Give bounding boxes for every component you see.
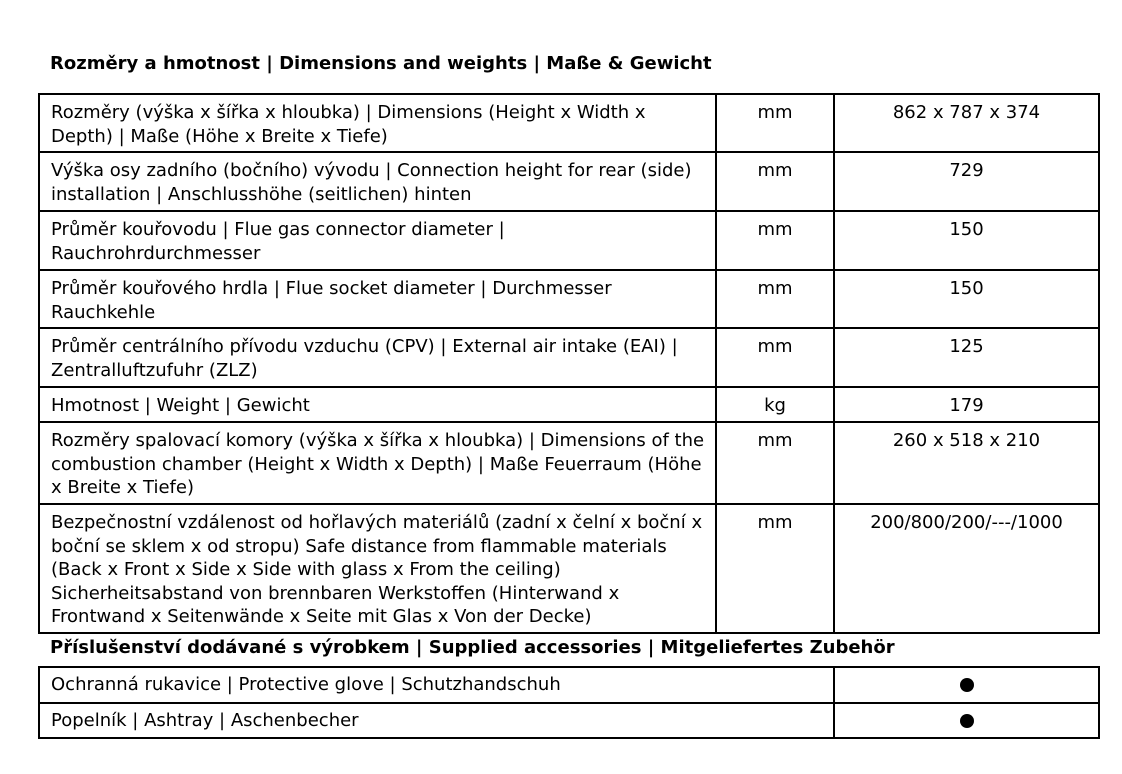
table-row [39,328,1099,387]
row-label: Bezpečnostní vzdálenost od hořlavých materiálů (zadní x čelní x boční x boční se sklem x od stropu) Safe distance from flammable materials (Back x Front x Side x Side with glass x From the ceiling) Sicherheitsabstand von brennbaren Werkstoffen (Hinterwand x Frontwand x Seitenwände x Seite mit Glas x Von der Decke) [39,504,716,633]
row-label: Výška osy zadního (bočního) vývodu | Connection height for rear (side) installation | Anschlusshöhe (seitlichen) hinten [39,152,716,211]
row-label: Průměr centrálního přívodu vzduchu (CPV) | External air intake (EAI) | Zentralluftzufuhr (ZLZ) [39,328,716,387]
row-label: Průměr kouřového hrdla | Flue socket diameter | Durchmesser Rauchkehle [39,270,716,328]
row-value: 260 x 518 x 210 [834,422,1099,504]
row-value: 200/800/200/---/1000 [834,504,1099,633]
table-row [39,211,1099,270]
row-unit: mm [716,328,834,387]
row-label: Průměr kouřovodu | Flue gas connector diameter | Rauchrohrdurchmesser [39,211,716,270]
table-row [39,270,1099,328]
row-value: 862 x 787 x 374 [834,94,1099,152]
row-label: Rozměry spalovací komory (výška x šířka x hloubka) | Dimensions of the combustion chamber (Height x Width x Depth) | Maße Feuerraum (Höhe x Breite x Tiefe) [39,422,716,504]
table-row [39,387,1099,422]
table-row [39,504,1099,633]
row-unit: mm [716,270,834,328]
row-value: 150 [834,211,1099,270]
accessories-section-title: Příslušenství dodávané s výrobkem | Supplied accessories | Mitgeliefertes Zubehör [50,637,895,658]
table-row [39,667,1099,703]
accessory-included-cell [834,667,1099,703]
row-value: 125 [834,328,1099,387]
filled-dot-icon [960,714,974,728]
row-unit: mm [716,211,834,270]
table-row [39,422,1099,504]
table-row [39,94,1099,152]
accessory-label: Popelník | Ashtray | Aschenbecher [39,703,834,739]
row-unit: mm [716,94,834,152]
filled-dot-icon [960,678,974,692]
table-row [39,152,1099,211]
table-row [39,703,1099,739]
dimensions-table [38,93,1100,634]
row-value: 150 [834,270,1099,328]
accessory-included-cell [834,703,1099,739]
row-label: Rozměry (výška x šířka x hloubka) | Dimensions (Height x Width x Depth) | Maße (Höhe x Breite x Tiefe) [39,94,716,152]
accessory-label: Ochranná rukavice | Protective glove | Schutzhandschuh [39,667,834,703]
row-unit: mm [716,152,834,211]
row-unit: kg [716,387,834,422]
row-value: 179 [834,387,1099,422]
row-unit: mm [716,504,834,633]
dimensions-section-title: Rozměry a hmotnost | Dimensions and weights | Maße & Gewicht [50,53,712,74]
row-unit: mm [716,422,834,504]
accessories-table [38,666,1100,739]
row-label: Hmotnost | Weight | Gewicht [39,387,716,422]
row-value: 729 [834,152,1099,211]
